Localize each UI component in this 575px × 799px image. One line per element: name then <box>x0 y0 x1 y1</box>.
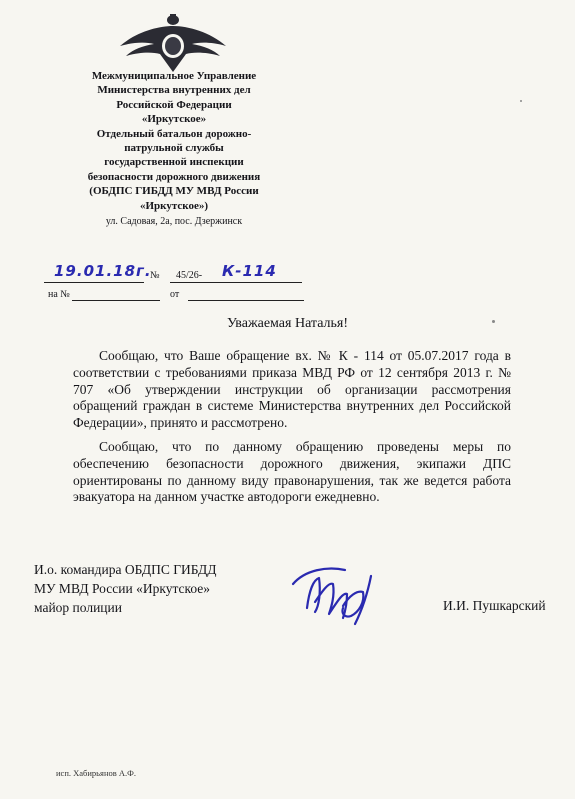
issuer-line: (ОБДПС ГИБДД МУ МВД России <box>89 185 259 198</box>
scan-speck <box>492 320 495 323</box>
issuer-line: государственной инспекции <box>104 156 244 169</box>
registration-date: 19.01.18г. <box>54 262 152 280</box>
number-label: № <box>150 270 160 281</box>
registration-number: К-114 <box>222 262 277 280</box>
issuer-line: патрульной службы <box>124 142 224 155</box>
issuer-address: ул. Садовая, 2а, пос. Дзержинск <box>105 216 243 228</box>
signoff-line: И.о. командира ОБДПС ГИБДД <box>34 562 217 577</box>
signer-name: И.И. Пушкарский <box>443 598 546 613</box>
na-label: на № <box>48 289 70 300</box>
signoff-block <box>34 560 216 617</box>
issuer-line: Министерства внутренних дел <box>97 84 251 97</box>
greeting: Уважаемая Наталья! <box>226 316 349 331</box>
na-underline <box>72 300 160 301</box>
body-paragraph: Сообщаю, что по данному обращению проведены меры по обеспечению безопасности дорожного движения, экипажи ДПС ориентированы по данному виду правонарушения, так же ведется работа эвакуатора на данном участке автодороги ежедневно. <box>73 438 511 505</box>
issuer-block <box>64 69 284 229</box>
body-paragraph: Сообщаю, что Ваше обращение вх. № К - 114 от 05.07.2017 года в соответствии с требованиями приказа МВД РФ от 12 сентября 2013 г. № 707 «Об утверждении инструкции об организации рассмотрения обращений граждан в системе Министерства внутренних дел Российской Федерации», принято и рассмотрено. <box>73 348 511 431</box>
issuer-line: «Иркутское» <box>141 113 207 126</box>
number-prefix: 45/26- <box>176 270 203 281</box>
signoff-line: МУ МВД России «Иркутское» <box>34 581 211 596</box>
date-underline <box>44 282 144 283</box>
scan-speck <box>520 100 522 102</box>
issuer-line: Межмуниципальное Управление <box>91 70 257 82</box>
handwritten-signature-icon <box>285 562 385 630</box>
ot-label: от <box>170 289 180 300</box>
issuer-line: Российской Федерации <box>116 98 232 111</box>
issuer-line: «Иркутское») <box>139 199 208 212</box>
issuer-line: безопасности дорожного движения <box>87 170 261 183</box>
mvd-eagle-emblem-icon <box>118 12 228 74</box>
ot-underline <box>188 300 304 301</box>
issuer-line: Отдельный батальон дорожно- <box>96 127 252 140</box>
letter-body <box>73 348 511 513</box>
executor-note: исп. Хабирьянов А.Ф. <box>56 768 136 778</box>
signoff-line: майор полиции <box>34 600 122 615</box>
number-underline <box>170 282 302 283</box>
